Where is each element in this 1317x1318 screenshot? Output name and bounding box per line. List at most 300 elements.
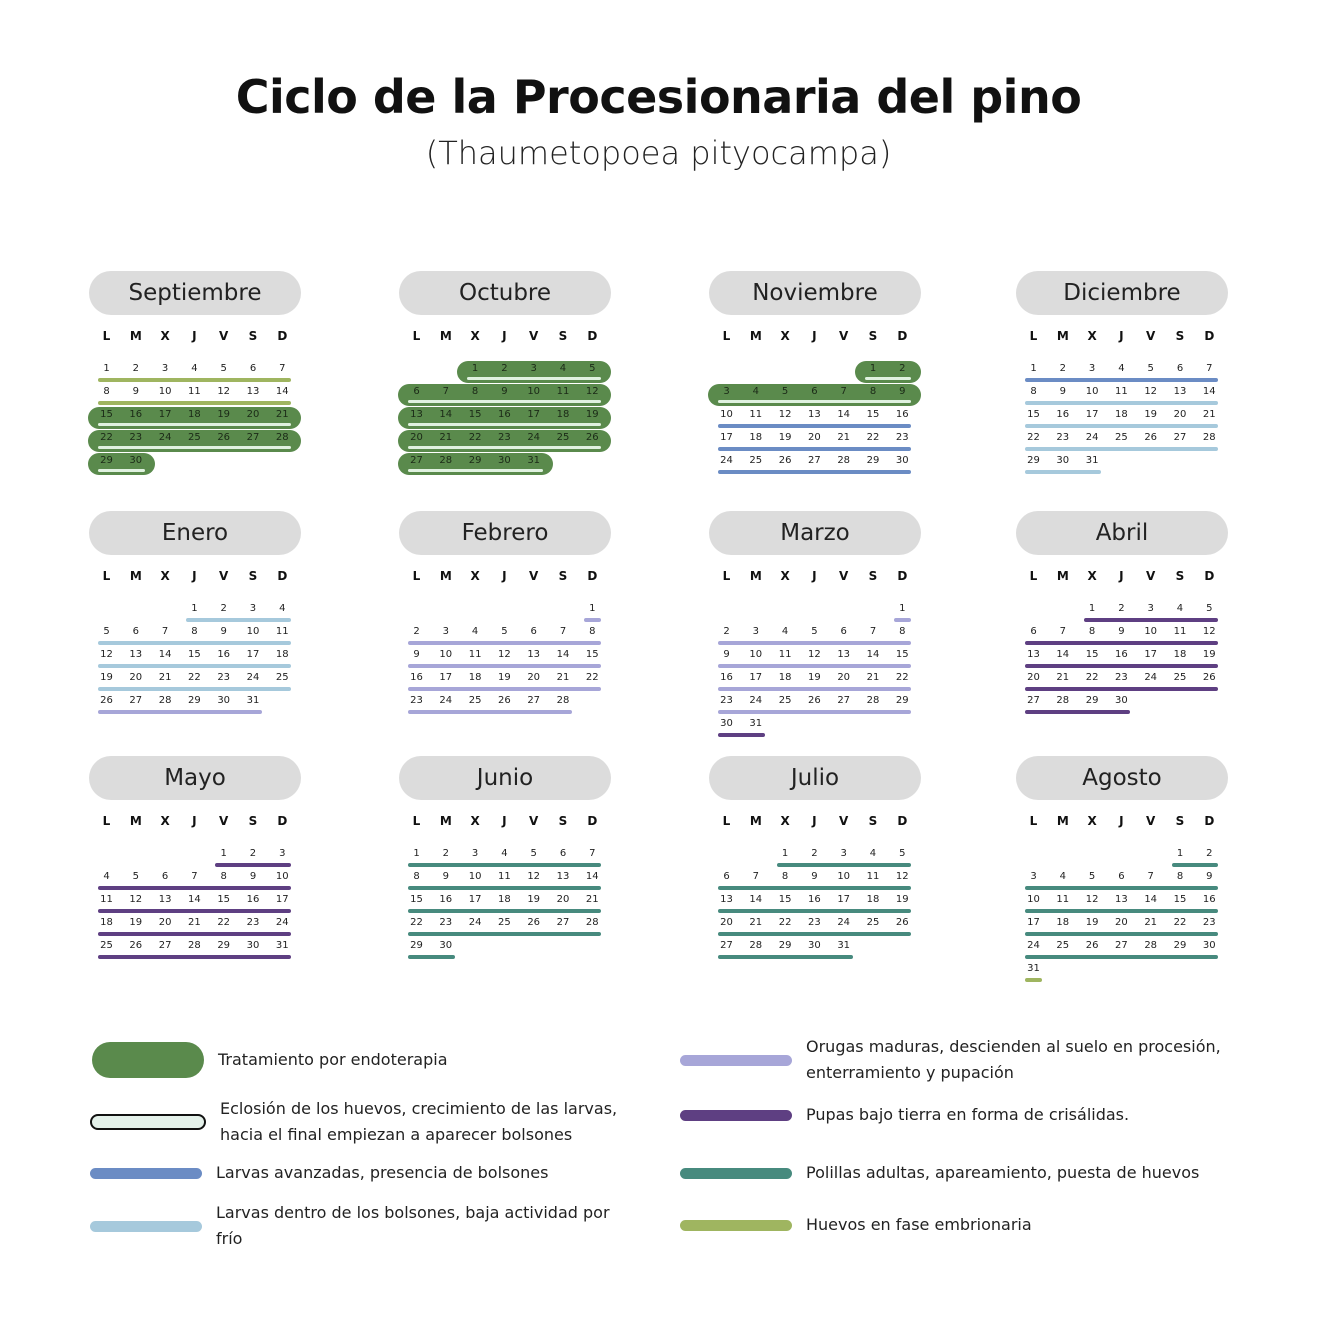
day-number: 25 [556,432,570,443]
day-number: 10 [439,649,453,660]
day-number: 13 [1173,386,1187,397]
weekday-label: X [780,814,790,828]
day-number: 18 [498,894,511,905]
phase-bar [408,641,601,645]
day-number: 27 [527,695,541,706]
day-number: 22 [866,432,880,443]
day-number: 17 [275,894,289,905]
day-number: 18 [749,432,763,443]
weekday-label: S [558,329,568,343]
day-number: 22 [410,917,423,928]
phase-bar [467,377,602,380]
day-number: 5 [1206,603,1213,614]
day-number: 9 [811,871,818,882]
day-number: 1 [869,363,877,374]
day-number: 20 [246,409,260,420]
day-number: 2 [249,848,257,859]
day-number: 7 [191,871,198,882]
day-number: 23 [808,917,821,928]
day-number: 9 [442,871,449,882]
weekday-label: L [1029,569,1038,583]
weekday-label: D [587,569,598,583]
day-number: 16 [498,409,511,420]
weekday-label: M [129,814,142,828]
month-diciembre [1012,271,1232,511]
day-number: 27 [837,695,851,706]
day-number: 18 [275,649,289,660]
phase-bar [1025,401,1218,405]
day-number: 29 [1085,695,1099,706]
day-number: 19 [778,432,792,443]
day-number: 14 [439,409,453,420]
day-number: 29 [468,455,482,466]
day-number: 10 [1085,386,1099,397]
legend-item-pupa [680,1102,1129,1128]
day-number: 23 [1202,917,1216,928]
day-number: 21 [439,432,453,443]
phase-bar [718,909,911,913]
weekday-label: S [558,814,568,828]
day-number: 24 [468,917,482,928]
day-number: 3 [249,603,257,614]
week-row-mature [578,601,607,623]
week-row-pupa [1019,670,1224,692]
weekday-label: X [780,329,790,343]
day-number: 3 [530,363,537,374]
day-number: 2 [811,848,818,859]
weekday-label: V [1146,569,1156,583]
day-number: 11 [498,871,511,882]
day-number: 2 [220,603,227,614]
day-number: 30 [498,455,511,466]
phase-bar [98,664,291,668]
weekday-label: V [839,569,849,583]
day-number: 25 [1115,432,1128,443]
day-number: 20 [720,917,733,928]
weekday-label: D [587,329,598,343]
week-row-treat [398,453,553,475]
day-number: 9 [132,386,139,397]
week-row-pupa [92,869,297,891]
day-number: 28 [158,695,172,706]
day-number: 28 [585,917,599,928]
phase-bar [98,710,262,714]
day-number: 10 [720,409,733,420]
day-number: 21 [1144,917,1158,928]
day-number: 23 [129,432,143,443]
day-number: 7 [1059,626,1066,637]
day-number: 27 [1115,940,1128,951]
phase-bar [1025,687,1218,691]
day-number: 10 [749,649,763,660]
week-row-pupa [1019,647,1224,669]
day-number: 23 [410,695,423,706]
day-number: 11 [1115,386,1128,397]
month-title: Diciembre [1016,271,1228,315]
day-number: 19 [808,672,821,683]
legend-swatch [90,1221,202,1232]
week-row-pupa [1019,693,1136,715]
day-number: 7 [279,363,286,374]
phase-bar [408,863,601,867]
month-abril [1012,511,1232,751]
weekday-label: V [219,569,229,583]
day-number: 29 [1173,940,1187,951]
day-number: 28 [556,695,570,706]
phase-bar [718,687,911,691]
month-title: Septiembre [89,271,301,315]
phase-bar [718,733,765,737]
day-number: 20 [129,672,143,683]
day-number: 23 [217,672,231,683]
day-number: 13 [720,894,733,905]
day-number: 12 [217,386,231,397]
week-row-adult [402,892,607,914]
day-number: 4 [279,603,286,614]
weekday-label: D [1204,814,1215,828]
weekday-label: V [219,814,229,828]
day-number: 4 [103,871,110,882]
day-number: 6 [132,626,139,637]
day-number: 29 [217,940,231,951]
day-number: 24 [275,917,289,928]
day-number: 27 [1027,695,1040,706]
day-number: 21 [837,432,851,443]
day-number: 16 [129,409,143,420]
day-number: 7 [1147,871,1154,882]
day-number: 19 [100,672,113,683]
weekday-label: X [1087,569,1097,583]
week-row-cold [180,601,297,623]
day-number: 30 [217,695,231,706]
day-number: 4 [1118,363,1125,374]
day-number: 13 [556,871,570,882]
day-number: 15 [1085,649,1099,660]
phase-bar [186,618,291,622]
day-number: 26 [100,695,113,706]
day-number: 28 [1202,432,1216,443]
day-number: 22 [585,672,599,683]
phase-bar [98,886,291,890]
day-number: 6 [413,386,420,397]
phase-bar [98,423,291,426]
day-number: 10 [1027,894,1040,905]
day-number: 3 [723,386,730,397]
weekday-label: X [780,569,790,583]
day-number: 16 [1115,649,1128,660]
weekday-label: V [529,814,539,828]
phase-bar [718,955,853,959]
phase-bar [865,377,912,380]
day-number: 28 [866,695,880,706]
phase-bar [1025,909,1218,913]
weekday-label: X [470,569,480,583]
weekday-label: L [722,329,731,343]
day-number: 15 [410,894,423,905]
legend-label: Orugas maduras, descienden al suelo en procesión, enterramiento y pupación [806,1037,1221,1082]
weekday-label: L [722,814,731,828]
day-number: 25 [188,432,201,443]
week-row-adult [402,938,461,960]
day-number: 6 [723,871,730,882]
day-number: 30 [1056,455,1070,466]
day-number: 21 [158,672,172,683]
weekday-label: D [897,569,908,583]
legend-label: Polillas adultas, apareamiento, puesta de huevos [806,1163,1200,1182]
week-row-cold [92,624,297,646]
weekday-label: M [749,569,762,583]
day-number: 19 [1202,649,1216,660]
weekday-label: M [439,329,452,343]
day-number: 27 [129,695,143,706]
day-number: 15 [1173,894,1187,905]
phase-bar [98,909,291,913]
day-number: 8 [1030,386,1037,397]
day-number: 19 [585,409,599,420]
day-number: 31 [749,718,763,729]
day-number: 14 [1056,649,1070,660]
day-number: 29 [188,695,201,706]
day-number: 25 [749,455,763,466]
day-number: 7 [752,871,759,882]
day-number: 23 [895,432,909,443]
weekday-label: S [868,329,878,343]
day-number: 4 [781,626,789,637]
day-number: 14 [866,649,880,660]
weekday-label: L [1029,814,1038,828]
day-number: 17 [1085,409,1099,420]
weekday-label: L [102,814,111,828]
day-number: 1 [1030,363,1037,374]
phase-bar [98,401,291,405]
day-number: 28 [1056,695,1070,706]
legend-item-hatch [90,1096,630,1148]
day-number: 31 [1085,455,1099,466]
day-number: 4 [471,626,479,637]
day-number: 12 [895,871,909,882]
day-number: 12 [1085,894,1099,905]
day-number: 28 [837,455,851,466]
day-number: 23 [439,917,453,928]
day-number: 18 [778,672,792,683]
day-number: 31 [246,695,260,706]
week-row-treat [708,384,921,406]
day-number: 2 [1118,603,1125,614]
day-number: 5 [501,626,508,637]
day-number: 23 [498,432,511,443]
day-number: 24 [837,917,851,928]
day-number: 4 [752,386,759,397]
day-number: 26 [527,917,541,928]
day-number: 7 [161,626,169,637]
day-number: 15 [217,894,231,905]
day-number: 11 [556,386,570,397]
month-noviembre [705,271,925,511]
day-number: 9 [723,649,730,660]
day-number: 11 [188,386,201,397]
day-number: 3 [442,626,449,637]
day-number: 11 [866,871,880,882]
legend-label: Tratamiento por endoterapia [218,1050,448,1069]
weekday-label: S [248,569,258,583]
week-row-mature [712,670,917,692]
weekday-label: X [160,814,170,828]
day-number: 9 [249,871,257,882]
week-row-mature [402,624,607,646]
day-number: 16 [1202,894,1216,905]
day-number: 17 [749,672,763,683]
day-number: 8 [191,626,198,637]
day-number: 24 [720,455,733,466]
day-number: 11 [1173,626,1187,637]
phase-bar [98,687,291,691]
day-number: 26 [778,455,792,466]
day-number: 17 [468,894,482,905]
week-row-pupa [209,846,297,868]
day-number: 1 [589,603,596,614]
day-number: 20 [527,672,541,683]
day-number: 4 [1176,603,1184,614]
legend-swatch [90,1168,202,1179]
phase-bar [98,469,145,472]
day-number: 13 [808,409,821,420]
day-number: 17 [246,649,260,660]
day-number: 26 [585,432,599,443]
page-title: Ciclo de la Procesionaria del pino [235,70,1082,124]
month-title: Julio [709,756,921,800]
day-number: 16 [410,672,423,683]
phase-bar [408,423,601,426]
day-number: 22 [188,672,201,683]
day-number: 18 [1115,409,1128,420]
day-number: 15 [895,649,909,660]
week-row-mature [92,693,268,715]
day-number: 10 [158,386,172,397]
day-number: 7 [442,386,449,397]
phase-bar [98,378,291,382]
weekday-label: J [812,814,817,828]
day-number: 5 [103,626,110,637]
weekday-label: J [502,814,507,828]
week-row-treat [398,407,611,429]
day-number: 27 [1173,432,1187,443]
weekday-label: X [160,329,170,343]
weekday-label: M [749,329,762,343]
day-number: 25 [1173,672,1187,683]
week-row-mature [402,647,607,669]
day-number: 1 [191,603,198,614]
day-number: 26 [895,917,909,928]
day-number: 18 [1173,649,1187,660]
day-number: 30 [808,940,821,951]
day-number: 9 [501,386,508,397]
phase-bar [98,955,291,959]
week-row-adult [712,915,917,937]
day-number: 17 [439,672,453,683]
phase-bar [408,909,601,913]
day-number: 26 [1144,432,1158,443]
phase-bar [408,664,601,668]
month-title: Marzo [709,511,921,555]
month-octubre [395,271,615,511]
day-number: 24 [1144,672,1158,683]
day-number: 30 [720,718,733,729]
month-septiembre [85,271,305,511]
legend-item-treat [92,1042,448,1078]
day-number: 23 [1056,432,1070,443]
phase-bar [98,641,291,645]
day-number: 8 [589,626,596,637]
weekday-label: V [529,569,539,583]
month-title: Mayo [89,756,301,800]
day-number: 8 [413,871,420,882]
day-number: 13 [527,649,541,660]
phase-bar [584,618,601,622]
month-agosto [1012,756,1232,996]
week-row-cold [1019,407,1224,429]
legend-label: Larvas avanzadas, presencia de bolsones [216,1163,549,1182]
weekday-label: D [277,329,288,343]
legend-label: Eclosión de los huevos, crecimiento de las larvas, hacia el final empiezan a aparecer bolsones [220,1099,618,1144]
day-number: 28 [275,432,289,443]
legend-item-mature [680,1034,1226,1086]
day-number: 15 [866,409,880,420]
day-number: 28 [439,455,453,466]
day-number: 29 [866,455,880,466]
day-number: 29 [410,940,423,951]
weekday-label: V [219,329,229,343]
day-number: 20 [837,672,851,683]
day-number: 5 [1147,363,1154,374]
weekday-label: L [412,569,421,583]
day-number: 2 [501,363,508,374]
day-number: 14 [275,386,289,397]
weekday-label: J [812,329,817,343]
week-row-adult [1019,892,1224,914]
day-number: 31 [1027,963,1040,974]
day-number: 9 [413,649,420,660]
day-number: 29 [778,940,792,951]
day-number: 5 [811,626,818,637]
day-number: 1 [1176,848,1184,859]
day-number: 27 [808,455,821,466]
week-row-treat [398,430,611,452]
day-number: 6 [1118,871,1125,882]
day-number: 19 [498,672,511,683]
weekday-label: L [412,814,421,828]
weekday-label: J [192,814,197,828]
weekday-label: V [1146,814,1156,828]
day-number: 12 [1144,386,1158,397]
day-number: 20 [410,432,423,443]
day-number: 7 [589,848,596,859]
day-number: 22 [1085,672,1099,683]
day-number: 25 [778,695,792,706]
day-number: 20 [158,917,172,928]
day-number: 2 [1206,848,1213,859]
day-number: 3 [1147,603,1154,614]
weekday-label: M [129,329,142,343]
day-number: 26 [1202,672,1216,683]
day-number: 24 [1027,940,1040,951]
month-title: Agosto [1016,756,1228,800]
day-number: 25 [866,917,880,928]
day-number: 12 [1202,626,1216,637]
day-number: 13 [246,386,260,397]
weekday-label: X [470,814,480,828]
day-number: 18 [100,917,113,928]
phase-bar [1025,978,1042,982]
